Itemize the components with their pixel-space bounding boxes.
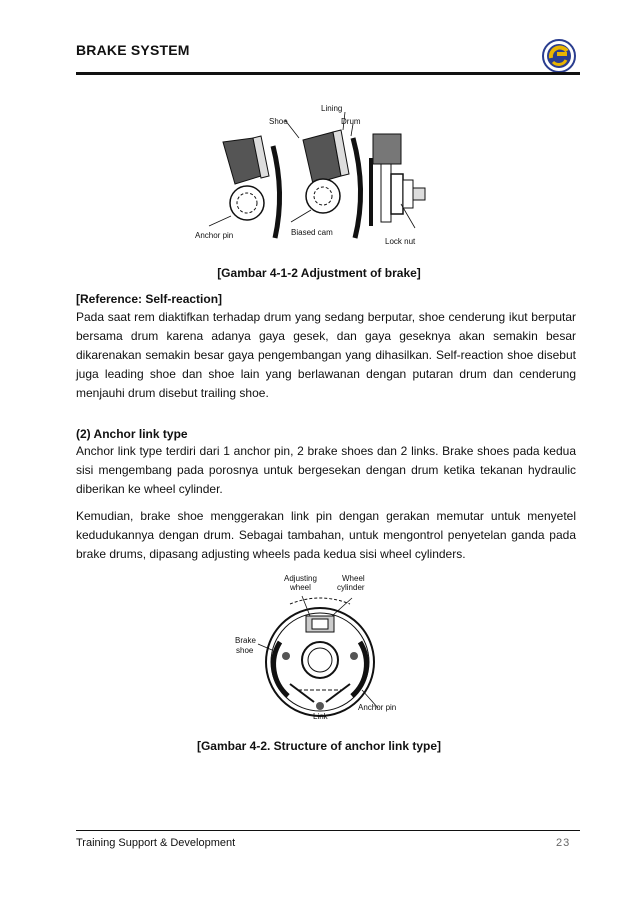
label-brake-shoe-line2: shoe bbox=[236, 646, 254, 655]
section2-paragraph-1: Anchor link type terdiri dari 1 anchor pin, 2 brake shoes dan 2 links. Brake shoes pada kedua sisi mengembang pada porosnya untuk bergesekan dengan drum ketika tekanan hydraulic diberikan ke wheel cylinder. bbox=[76, 444, 576, 496]
header-divider bbox=[76, 72, 580, 75]
footer-text: Training Support & Development bbox=[76, 837, 236, 849]
label-link: Link bbox=[313, 712, 328, 721]
reference-paragraph: Pada saat rem diaktifkan terhadap drum yang sedang berputar, shoe cenderung ikut berputar bersama drum karena adanya gaya gesek, dan gaya geseknya akan semakin besar dikarenakan semakin besar gaya pengembangan yang dihasilkan. Self-reaction shoe disebut juga leading shoe dan shoe lain yang berlawanan dengan putaran drum dan cenderung menjauhi drum disebut trailing shoe. bbox=[76, 310, 576, 400]
figure-adjustment-of-brake bbox=[195, 98, 450, 250]
figure-anchor-link-type bbox=[228, 572, 413, 724]
label-lining: Lining bbox=[321, 104, 343, 113]
label-wheel-cylinder-line1: Wheel bbox=[342, 574, 365, 583]
page-header-title: BRAKE SYSTEM bbox=[76, 42, 190, 58]
label-brake-shoe-line1: Brake bbox=[235, 636, 256, 645]
page-number: 23 bbox=[556, 837, 571, 849]
label-lock-nut: Lock nut bbox=[385, 237, 416, 246]
section-heading-anchor-link: (2) Anchor link type bbox=[76, 427, 188, 441]
label-biased-cam: Biased cam bbox=[291, 228, 333, 237]
section2-paragraph-2: Kemudian, brake shoe menggerakan link pin dengan gerakan memutar untuk menyetel kedudukannya dengan drum. Sebagai tambahan, untuk mengontrol penyetelan ganda pada brake drums, dipasang adjusting wheels pada kedua sisi wheel cylinders. bbox=[76, 509, 576, 561]
label-adjusting-line2: wheel bbox=[290, 583, 311, 592]
label-wheel-cylinder-line2: cylinder bbox=[337, 583, 365, 592]
label-adjusting-line1: Adjusting bbox=[284, 574, 317, 583]
reference-heading: [Reference: Self-reaction] bbox=[76, 292, 223, 306]
label-anchor-pin-2: Anchor pin bbox=[358, 703, 397, 712]
figure2-caption: [Gambar 4-2. Structure of anchor link type] bbox=[196, 739, 442, 753]
label-drum: Drum bbox=[341, 117, 361, 126]
company-logo-icon bbox=[541, 38, 577, 74]
footer-divider bbox=[76, 830, 580, 831]
label-shoe: Shoe bbox=[269, 117, 288, 126]
label-anchor-pin: Anchor pin bbox=[195, 231, 234, 240]
figure1-caption: [Gambar 4-1-2 Adjustment of brake] bbox=[217, 266, 421, 280]
